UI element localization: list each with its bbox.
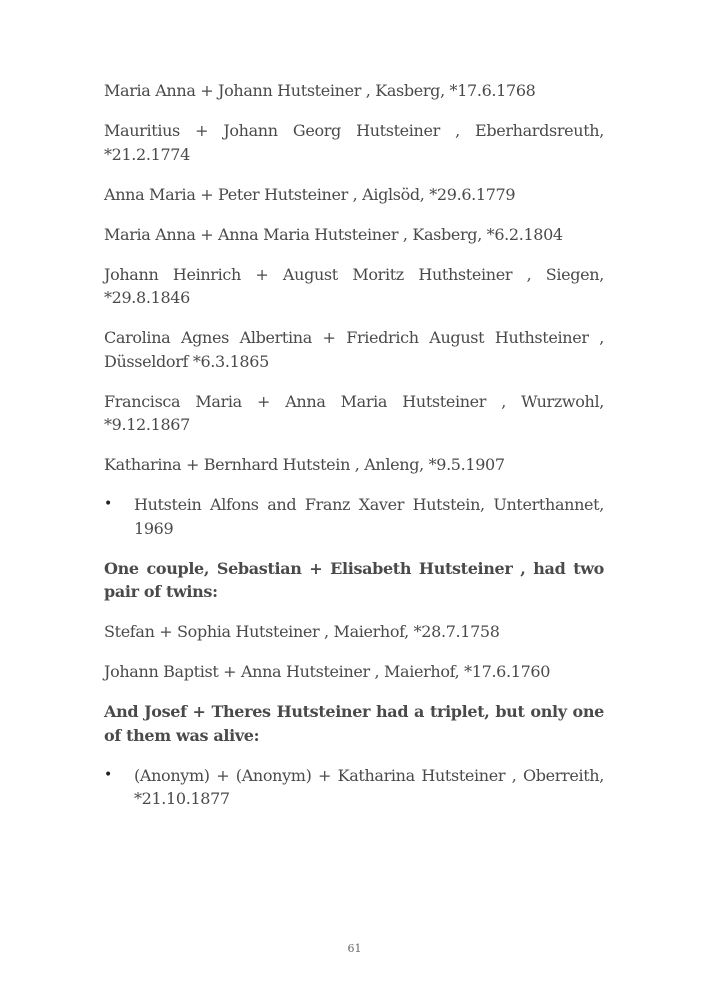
bullet-icon: • xyxy=(104,496,112,512)
twin-entry-10: Johann Baptist + Anna Hutsteiner , Maierhof, *17.6.1760 xyxy=(104,662,551,681)
page-number: 61 xyxy=(347,942,362,955)
document-page xyxy=(104,79,604,827)
twin-entry-1: Maria Anna + Johann Hutsteiner , Kasberg, *17.6.1768 xyxy=(104,81,536,100)
twin-entry-4: Maria Anna + Anna Maria Hutsteiner , Kasberg, *6.2.1804 xyxy=(104,224,563,244)
section-heading-two-pairs-twins: One couple, Sebastian + Elisabeth Hutsteiner , had two pair of twins: xyxy=(104,558,604,601)
twin-entry-9: Stefan + Sophia Hutsteiner , Maierhof, *28.7.1758 xyxy=(104,622,500,641)
twin-entry-5: Johann Heinrich + August Moritz Huthsteiner , Siegen, *29.8.1846 xyxy=(104,264,604,307)
bullet-icon: • xyxy=(104,766,112,783)
bullet-item xyxy=(104,493,604,540)
bullet-text: Hutstein Alfons and Franz Xaver Hutstein, Unterthannet, 1969 xyxy=(134,495,604,538)
twin-entry-3: Anna Maria + Peter Hutsteiner , Aiglsöd, *29.6.1779 xyxy=(104,184,516,204)
section-heading-triplet: And Josef + Theres Hutsteiner had a triplet, but only one of them was alive: xyxy=(104,702,604,745)
twin-entry-7: Francisca Maria + Anna Maria Hutsteiner , Wurzwohl, *9.12.1867 xyxy=(104,391,604,434)
bullet-item xyxy=(104,764,604,811)
bullet-text: (Anonym) + (Anonym) + Katharina Hutsteiner , Oberreith, *21.10.1877 xyxy=(134,765,604,808)
twin-entry-2: Mauritius + Johann Georg Hutsteiner , Eberhardsreuth, *21.2.1774 xyxy=(104,121,604,164)
twin-entry-8: Katharina + Bernhard Hutstein , Anleng, *9.5.1907 xyxy=(104,455,505,474)
twin-entry-6: Carolina Agnes Albertina + Friedrich August Huthsteiner , Düsseldorf *6.3.1865 xyxy=(104,328,604,371)
